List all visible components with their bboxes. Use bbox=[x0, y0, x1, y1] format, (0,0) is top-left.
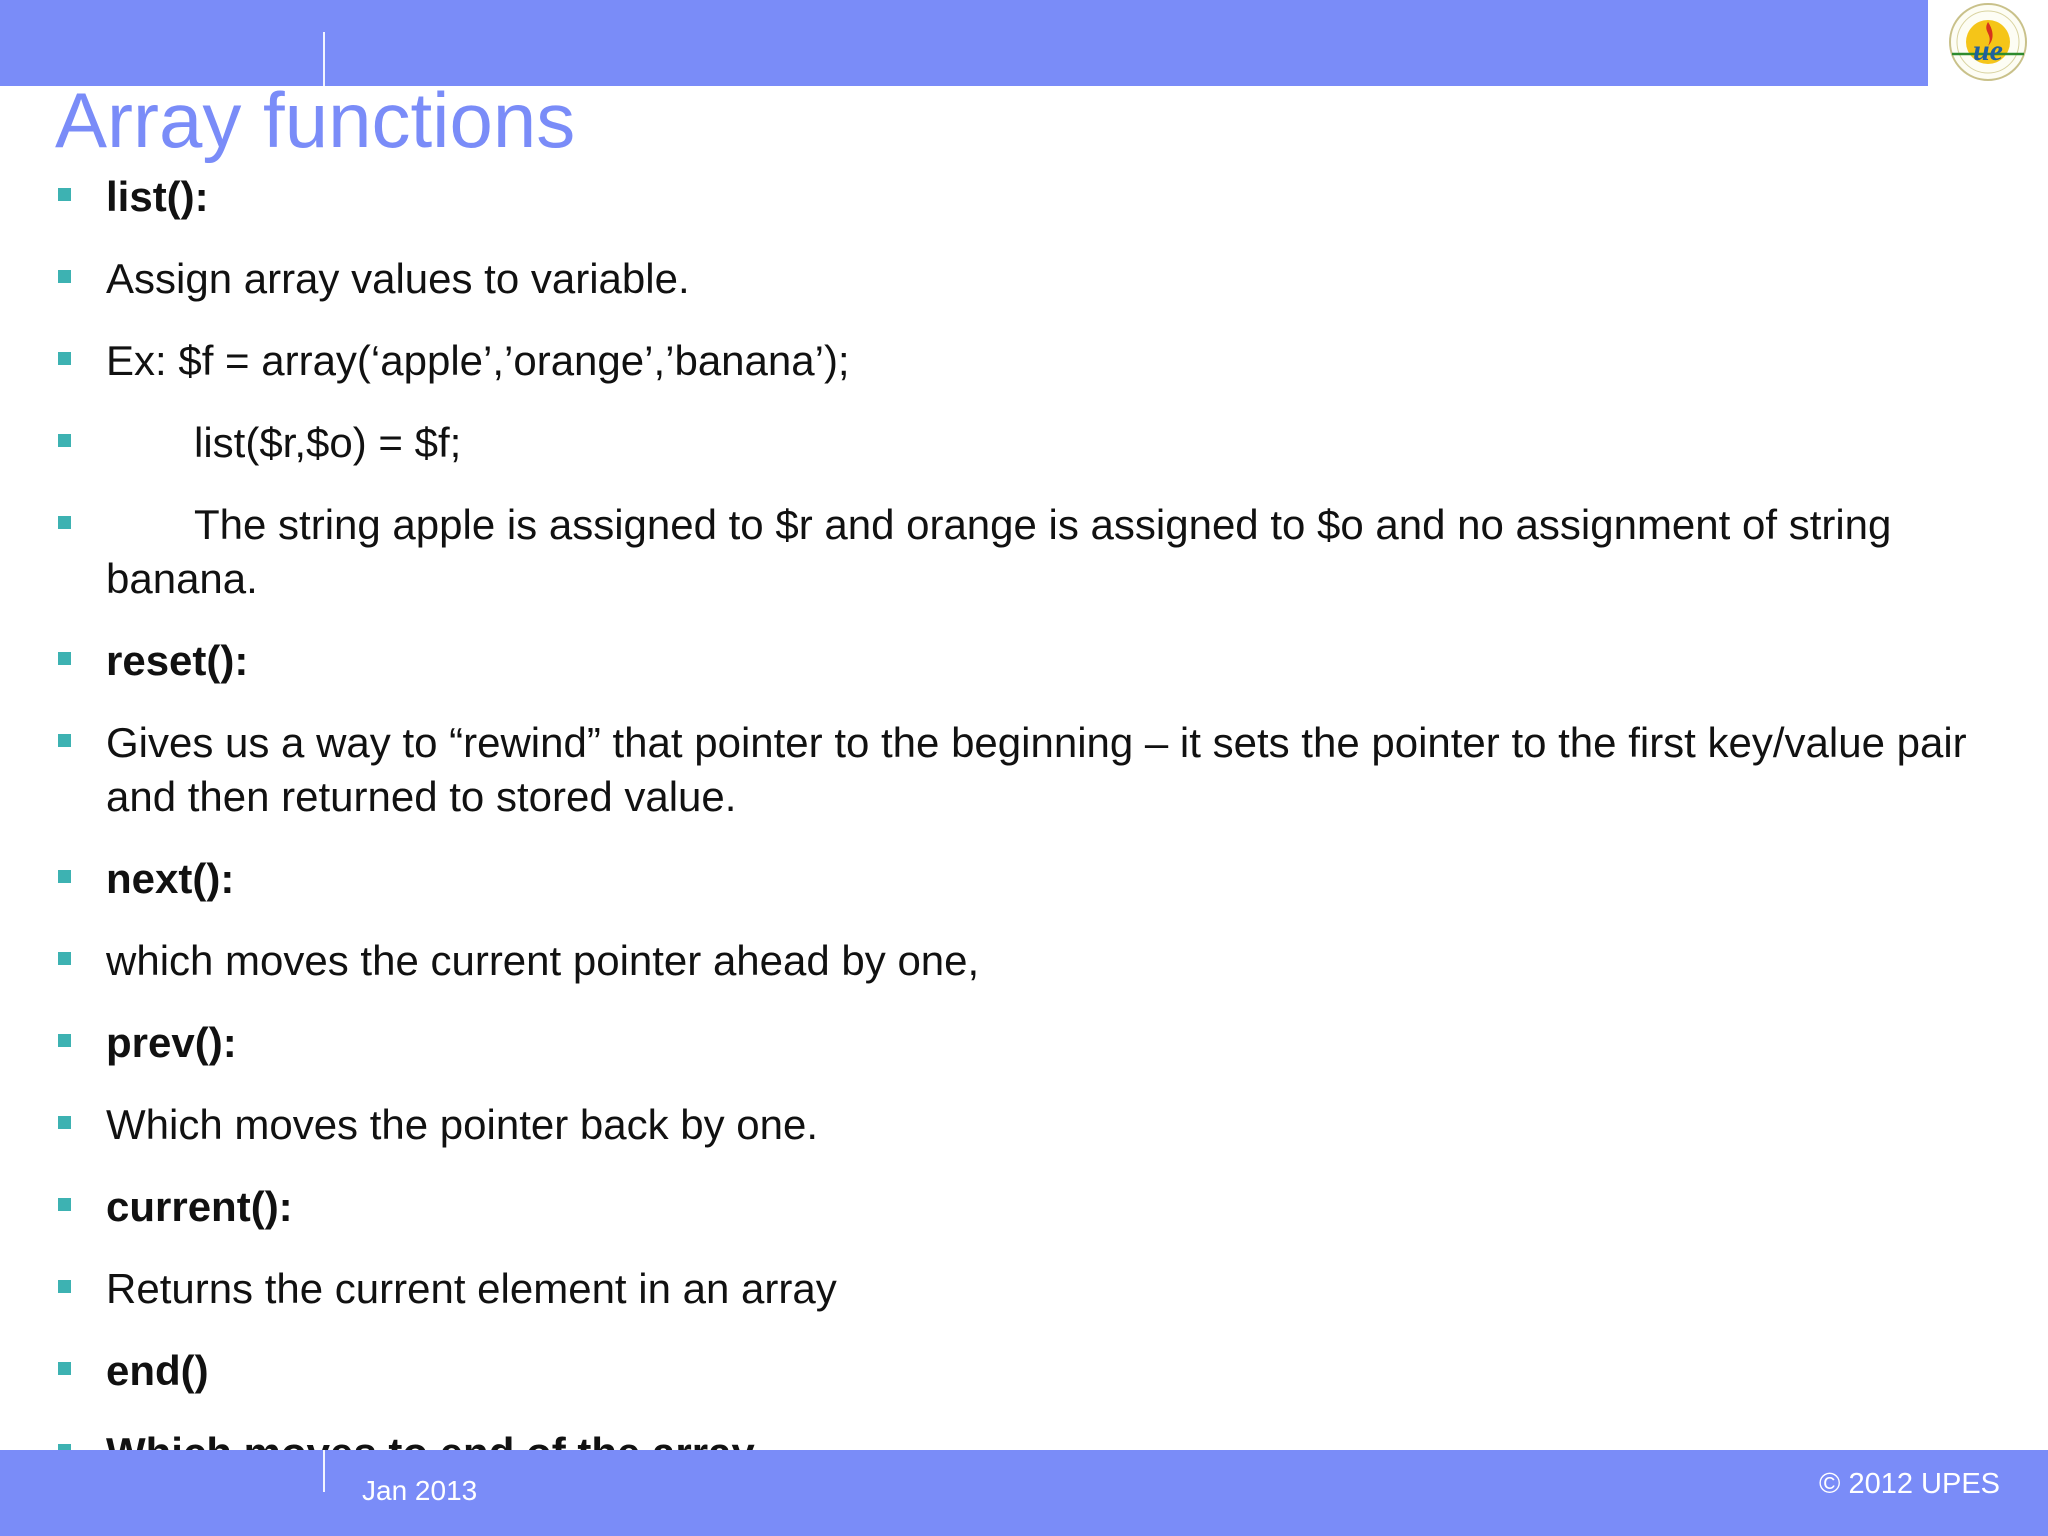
bullet-marker-icon bbox=[58, 188, 71, 201]
bullet-marker-icon bbox=[58, 734, 71, 747]
bullet-item bbox=[0, 252, 2048, 306]
bullet-item bbox=[0, 1262, 2048, 1316]
bullet-item bbox=[0, 934, 2048, 988]
bullet-text: list(): bbox=[106, 173, 209, 220]
bullet-marker-icon bbox=[58, 352, 71, 365]
bullet-marker-icon bbox=[58, 434, 71, 447]
slide-title: Array functions bbox=[55, 76, 576, 164]
bullet-marker-icon bbox=[58, 870, 71, 883]
bullet-marker-icon bbox=[58, 1362, 71, 1375]
bullet-marker-icon bbox=[58, 1116, 71, 1129]
bullet-text: which moves the current pointer ahead by one, bbox=[106, 937, 980, 984]
bullet-text: Returns the current element in an array bbox=[106, 1265, 837, 1312]
bullet-list bbox=[0, 170, 2048, 1480]
bullet-text: Ex: $f = array(‘apple’,’orange’,’banana’); bbox=[106, 337, 850, 384]
footer-band bbox=[0, 1450, 2048, 1536]
bullet-text: Assign array values to variable. bbox=[106, 255, 690, 302]
bullet-marker-icon bbox=[58, 1198, 71, 1211]
bullet-item bbox=[0, 1180, 2048, 1234]
bullet-text: end() bbox=[106, 1347, 209, 1394]
bullet-text: The string apple is assigned to $r and orange is assigned to $o and no assignment of string banana. bbox=[106, 501, 1892, 602]
bullet-item bbox=[0, 1098, 2048, 1152]
bullet-text: next(): bbox=[106, 855, 235, 902]
bullet-marker-icon bbox=[58, 1280, 71, 1293]
bullet-text: current(): bbox=[106, 1183, 293, 1230]
bullet-item bbox=[0, 634, 2048, 688]
bullet-item bbox=[0, 334, 2048, 388]
bullet-item bbox=[0, 1016, 2048, 1070]
bullet-text: Gives us a way to “rewind” that pointer to the beginning – it sets the pointer to the first key/value pair and then returned to stored value. bbox=[106, 719, 1967, 820]
bullet-text: reset(): bbox=[106, 637, 249, 684]
footer-copyright: © 2012 UPES bbox=[1819, 1468, 2000, 1500]
logo-container bbox=[1928, 0, 2048, 86]
bullet-text: Which moves the pointer back by one. bbox=[106, 1101, 819, 1148]
bullet-marker-icon bbox=[58, 270, 71, 283]
bullet-text: list($r,$o) = $f; bbox=[194, 419, 462, 466]
footer-date: Jan 2013 bbox=[362, 1475, 478, 1506]
bullet-item bbox=[0, 498, 2048, 606]
svg-text:ue: ue bbox=[1973, 34, 2003, 67]
bullet-text: prev(): bbox=[106, 1019, 237, 1066]
upes-logo-icon bbox=[1938, 2, 2038, 84]
bullet-item bbox=[0, 716, 2048, 824]
bullet-item bbox=[0, 416, 2048, 470]
bullet-item bbox=[0, 852, 2048, 906]
bullet-marker-icon bbox=[58, 952, 71, 965]
bullet-marker-icon bbox=[58, 516, 71, 529]
footer-divider bbox=[323, 1450, 325, 1492]
bullet-item bbox=[0, 170, 2048, 224]
bullet-item bbox=[0, 1344, 2048, 1398]
bullet-marker-icon bbox=[58, 1034, 71, 1047]
bullet-marker-icon bbox=[58, 652, 71, 665]
